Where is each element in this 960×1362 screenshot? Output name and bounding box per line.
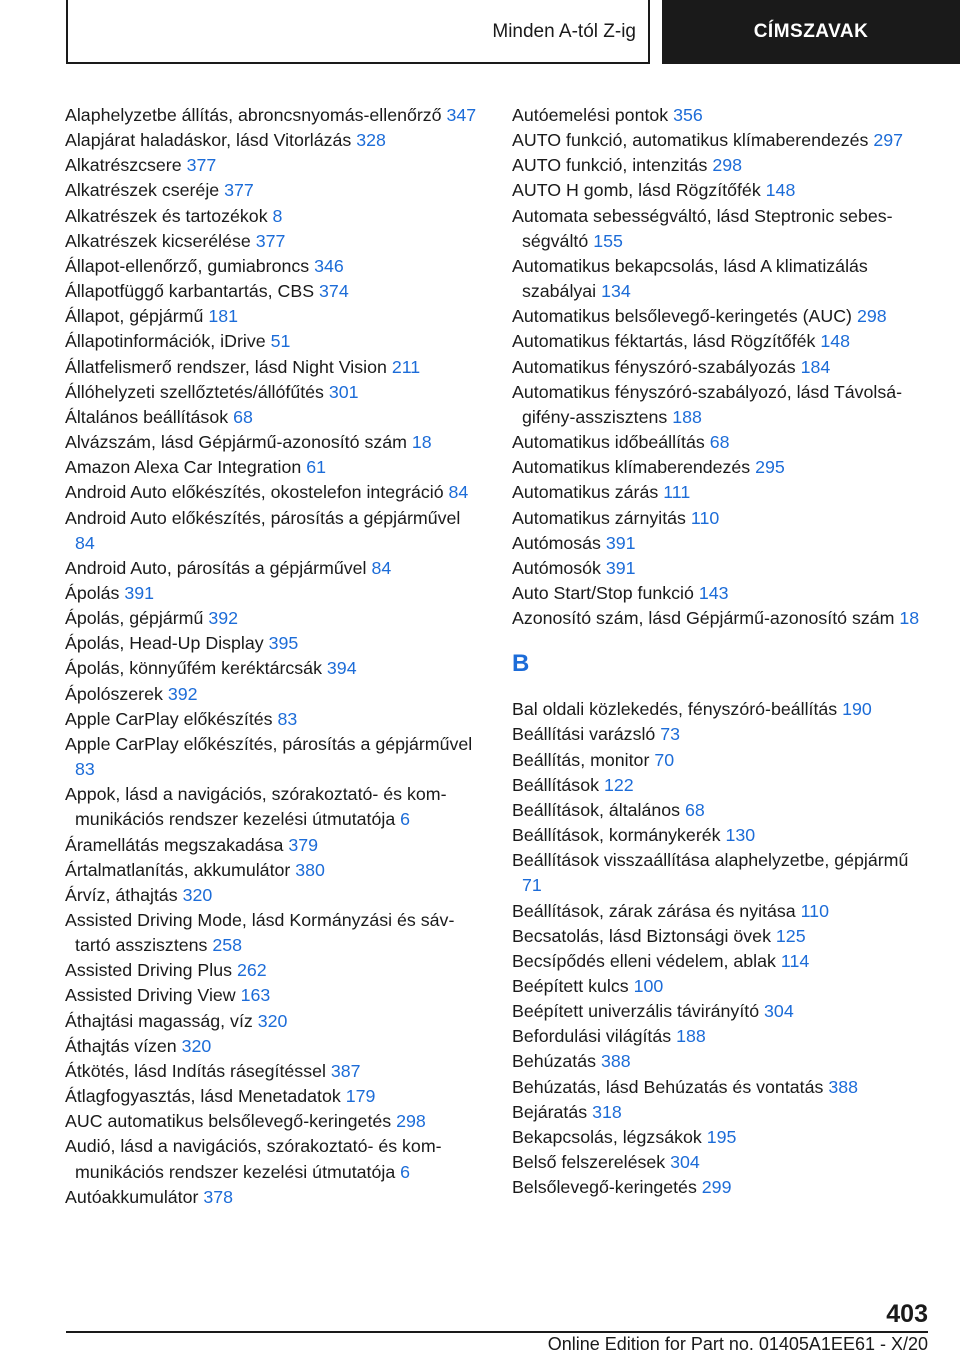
entry-term: Android Auto előkészítés, párosítás a gépjárművel: [65, 507, 461, 528]
index-entry: [65, 908, 479, 958]
index-entry: [65, 958, 479, 983]
index-entry: [65, 1134, 479, 1184]
entry-term: Állóhelyzeti szellőztetés/állófűtés: [65, 381, 324, 402]
index-entry: [65, 707, 479, 732]
entry-term: AUTO funkció, intenzitás: [512, 155, 708, 176]
page-reference-link[interactable]: 148: [765, 180, 796, 201]
index-entry: [65, 1034, 479, 1059]
entry-term: Automatikus bekapcsolás, lásd A klimatizálás szabályai: [512, 255, 868, 302]
entry-term: Belső felszerelések: [512, 1152, 666, 1173]
index-group-a: [512, 103, 932, 631]
index-entry: [65, 178, 479, 203]
entry-term: Assisted Driving Mode, lásd Kormányzási és sávtartó asszisztens: [65, 910, 455, 956]
index-entry: [65, 631, 479, 656]
entry-term: Android Auto, párosítás a gépjárművel: [65, 557, 367, 578]
page-reference-link[interactable]: 188: [672, 406, 702, 427]
page-reference-link[interactable]: 68: [685, 799, 705, 820]
page-reference-link[interactable]: 377: [255, 230, 286, 251]
entry-term: Becsatolás, lásd Biztonsági övek: [512, 925, 771, 946]
page-reference-link[interactable]: 297: [873, 130, 904, 151]
page-reference-link[interactable]: 84: [75, 532, 95, 553]
entry-term: Átlagfogyasztás, lásd Menetadatok: [65, 1086, 341, 1107]
index-entry: [512, 773, 932, 798]
index-entry: [512, 848, 932, 898]
page-reference-link[interactable]: 188: [676, 1026, 706, 1047]
index-entry: [65, 656, 479, 681]
index-entry: [512, 480, 932, 505]
index-entry: [65, 380, 479, 405]
entry-term: Auto Start/Stop funkció: [512, 582, 694, 603]
entry-term: Ápolás, gépjármű: [65, 608, 204, 629]
index-entry: [512, 1150, 932, 1175]
page-reference-link[interactable]: 392: [167, 683, 198, 704]
index-entry: [512, 1075, 932, 1100]
index-entry: [512, 1049, 932, 1074]
entry-term: Alkatrészek kicserélése: [65, 230, 251, 251]
entry-term: Amazon Alexa Car Integration: [65, 457, 302, 478]
page-reference-link[interactable]: 61: [306, 457, 326, 478]
page-reference-link[interactable]: 181: [208, 306, 239, 327]
page-reference-link[interactable]: 388: [828, 1076, 858, 1097]
entry-term: Alkatrészek és tartozékok: [65, 205, 268, 226]
entry-term: Beépített kulcs: [512, 976, 629, 996]
index-entry: [512, 128, 932, 153]
entry-term: Autóemelési pontok: [512, 105, 669, 125]
entry-term: Beépített univerzális távirányító: [512, 1001, 760, 1022]
index-entry: [65, 405, 479, 430]
entry-term: Beállítási varázsló: [512, 724, 656, 745]
entry-term: Audió, lásd a navigációs, szórakoztató- és kommunikációs rendszer kezelési útmutatója: [65, 1136, 442, 1182]
entry-term: Autómosók: [512, 557, 601, 578]
index-entry: [65, 556, 479, 581]
tab-cimszavak[interactable]: CÍMSZAVAK: [662, 0, 960, 64]
entry-term: Automata sebességváltó, lásd Steptronic sebességváltó: [512, 205, 893, 251]
index-entry: [512, 823, 932, 848]
page-reference-link[interactable]: 380: [295, 859, 325, 880]
page-reference-link[interactable]: 83: [277, 708, 298, 729]
page-number: 403: [886, 1300, 928, 1328]
index-entry: [512, 697, 932, 722]
index-entry: [65, 1059, 479, 1084]
page-reference-link[interactable]: 130: [725, 825, 756, 846]
page-reference-link[interactable]: 68: [709, 432, 730, 453]
page-reference-link[interactable]: 392: [208, 608, 239, 629]
page-reference-link[interactable]: 298: [712, 155, 742, 176]
index-entry: [512, 949, 932, 974]
entry-term: Automatikus fényszóró-szabályozó, lásd Távolságifény-asszisztens: [512, 381, 903, 427]
entry-term: Automatikus fényszóró-szabályozás: [512, 356, 796, 377]
index-entry: [512, 581, 932, 606]
index-entry: [512, 1125, 932, 1150]
index-entry: [65, 833, 479, 858]
page-reference-link[interactable]: 387: [330, 1060, 361, 1081]
entry-term: AUTO funkció, automatikus klímaberendezés: [512, 130, 869, 151]
entry-term: Azonosító szám, lásd Gépjármű-azonosító szám: [512, 608, 895, 629]
index-entry: [512, 999, 932, 1024]
index-entry: [65, 355, 479, 380]
page-reference-link[interactable]: 356: [673, 105, 703, 125]
page-reference-link[interactable]: 395: [268, 633, 299, 654]
index-entry: [512, 556, 932, 581]
index-entry: [512, 103, 932, 128]
page-reference-link[interactable]: 262: [236, 960, 267, 981]
index-entry: [65, 455, 479, 480]
page-reference-link[interactable]: 110: [690, 507, 720, 528]
index-entry: [65, 782, 479, 832]
page-reference-link[interactable]: 71: [522, 875, 542, 896]
entry-term: AUTO H gomb, lásd Rögzítőfék: [512, 180, 761, 201]
index-entry: [65, 204, 479, 229]
index-entry: [65, 128, 479, 153]
page-reference-link[interactable]: 388: [600, 1051, 631, 1072]
page-reference-link[interactable]: 258: [212, 935, 243, 956]
index-entry: [512, 748, 932, 773]
page-reference-link[interactable]: 143: [698, 582, 729, 603]
index-entry: [65, 279, 479, 304]
page-reference-link[interactable]: 295: [755, 457, 785, 478]
section-letter: B: [512, 650, 530, 678]
page-reference-link[interactable]: 6: [400, 1161, 411, 1182]
index-entry: [512, 380, 932, 430]
page-reference-link[interactable]: 179: [345, 1086, 376, 1107]
page-reference-link[interactable]: 304: [764, 1001, 794, 1022]
index-entry: [65, 229, 479, 254]
entry-term: Beállítások, általános: [512, 799, 681, 820]
page-reference-link[interactable]: 347: [446, 105, 477, 125]
page-reference-link[interactable]: 100: [633, 976, 664, 996]
entry-term: Automatikus zárás: [512, 482, 659, 503]
index-entry: [512, 1100, 932, 1125]
index-entry: [65, 480, 479, 505]
entry-term: Ápolás, Head-Up Display: [65, 633, 264, 654]
entry-term: Automatikus klímaberendezés: [512, 457, 751, 478]
entry-term: Beállítások: [512, 774, 599, 795]
page-reference-link[interactable]: 18: [899, 608, 920, 629]
entry-term: Állapotfüggő karbantartás, CBS: [65, 281, 315, 302]
entry-term: Ápolás, könnyűfém keréktárcsák: [65, 658, 322, 679]
page-reference-link[interactable]: 73: [660, 724, 681, 745]
entry-term: Automatikus zárnyitás: [512, 507, 686, 528]
page-reference-link[interactable]: 298: [856, 306, 887, 327]
page-reference-link[interactable]: 394: [326, 658, 357, 679]
index-entry: [65, 153, 479, 178]
page-reference-link[interactable]: 320: [182, 884, 213, 905]
index-entry: [512, 974, 932, 999]
entry-term: Becsípődés elleni védelem, ablak: [512, 950, 776, 971]
index-entry: [512, 722, 932, 747]
index-entry: [65, 506, 479, 556]
entry-term: Beállítás, monitor: [512, 749, 650, 770]
index-entry: [65, 103, 479, 128]
entry-term: Behúzatás: [512, 1051, 597, 1072]
index-entry: [65, 1109, 479, 1134]
page-reference-link[interactable]: 110: [800, 900, 829, 921]
entry-term: Áramellátás megszakadása: [65, 834, 284, 855]
index-entry: [512, 899, 932, 924]
entry-term: Alkatrészek cseréje: [65, 180, 220, 201]
page-reference-link[interactable]: 377: [224, 180, 254, 201]
page-reference-link[interactable]: 68: [233, 406, 253, 427]
entry-term: Alkatrészcsere: [65, 155, 182, 176]
index-entry: [512, 329, 932, 354]
entry-term: Automatikus féktartás, lásd Rögzítőfék: [512, 331, 816, 352]
page-reference-link[interactable]: 298: [396, 1111, 426, 1132]
index-entry: [512, 506, 932, 531]
entry-term: Bejáratás: [512, 1101, 588, 1122]
index-entry: [512, 304, 932, 329]
index-entry: [65, 682, 479, 707]
entry-term: Állapot-ellenőrző, gumiabroncs: [65, 255, 310, 276]
entry-term: Behúzatás, lásd Behúzatás és vontatás: [512, 1076, 824, 1097]
index-entry: [512, 254, 932, 304]
entry-term: Átkötés, lásd Indítás rásegítéssel: [65, 1060, 326, 1081]
entry-term: Autómosás: [512, 532, 601, 553]
entry-term: Általános beállítások: [65, 406, 229, 427]
page-reference-link[interactable]: 391: [605, 557, 636, 578]
page-reference-link[interactable]: 328: [356, 130, 386, 151]
index-entry: [65, 983, 479, 1008]
page-reference-link[interactable]: 111: [663, 482, 691, 503]
page-reference-link[interactable]: 8: [272, 205, 283, 226]
index-entry: [65, 304, 479, 329]
entry-term: Bal oldali közlekedés, fényszóró-beállítás: [512, 699, 838, 720]
entry-term: Beállítások, zárak zárása és nyitása: [512, 900, 796, 921]
page-reference-link[interactable]: 114: [780, 950, 810, 971]
entry-term: Befordulási világítás: [512, 1026, 672, 1047]
page-reference-link[interactable]: 346: [314, 255, 344, 276]
page-reference-link[interactable]: 184: [800, 356, 831, 377]
index-group-b: [512, 697, 932, 1200]
index-entry: [65, 732, 479, 782]
entry-term: Állapot, gépjármű: [65, 306, 204, 327]
page-reference-link[interactable]: 70: [654, 749, 675, 770]
entry-term: Bekapcsolás, légzsákok: [512, 1126, 702, 1147]
entry-term: Árvíz, áthajtás: [65, 884, 178, 905]
entry-term: Apple CarPlay előkészítés, párosítás a gépjárművel: [65, 733, 473, 754]
entry-term: Belsőlevegő-keringetés: [512, 1177, 697, 1198]
page-reference-link[interactable]: 379: [288, 834, 319, 855]
entry-term: AUC automatikus belsőlevegő-keringetés: [65, 1111, 392, 1132]
page-reference-link[interactable]: 18: [411, 432, 432, 453]
index-entry: [512, 798, 932, 823]
page-reference-link[interactable]: 83: [75, 759, 95, 780]
footer-rule: [66, 1331, 928, 1333]
page-reference-link[interactable]: 190: [842, 699, 872, 720]
entry-term: Assisted Driving View: [65, 985, 236, 1006]
index-entry: [65, 1084, 479, 1109]
index-entry: [512, 153, 932, 178]
entry-term: Alvázszám, lásd Gépjármű-azonosító szám: [65, 432, 407, 453]
page-reference-link[interactable]: 374: [319, 281, 349, 302]
entry-term: Ápolószerek: [65, 683, 163, 704]
index-entry: [512, 204, 932, 254]
page-reference-link[interactable]: 377: [186, 155, 217, 176]
page-reference-link[interactable]: 195: [706, 1126, 737, 1147]
index-entry: [65, 883, 479, 908]
index-entry: [512, 606, 932, 631]
index-column-left: [65, 103, 479, 1210]
index-entry: [65, 858, 479, 883]
index-entry: [512, 924, 932, 949]
index-entry: [512, 455, 932, 480]
page-reference-link[interactable]: 122: [603, 774, 634, 795]
entry-term: Ápolás: [65, 582, 120, 603]
index-entry: [512, 1175, 932, 1200]
index-entry: [65, 254, 479, 279]
entry-term: Ártalmatlanítás, akkumulátor: [65, 859, 291, 880]
page-reference-link[interactable]: 304: [670, 1152, 700, 1173]
index-column-right: [512, 103, 932, 1200]
page-reference-link[interactable]: 134: [601, 281, 631, 302]
index-entry: [65, 606, 479, 631]
index-entry: [65, 430, 479, 455]
index-entry: [65, 329, 479, 354]
entry-term: Autóakkumulátor: [65, 1186, 199, 1207]
page-reference-link[interactable]: 320: [181, 1035, 212, 1056]
page-reference-link[interactable]: 320: [257, 1010, 288, 1031]
footer-text: Online Edition for Part no. 01405A1EE61 - X/20: [547, 1334, 928, 1354]
page-reference-link[interactable]: 318: [592, 1101, 622, 1122]
entry-term: Alaphelyzetbe állítás, abroncsnyomás-ellenőrző: [65, 105, 442, 125]
index-entry: [512, 531, 932, 556]
index-entry: [65, 1009, 479, 1034]
index-entry: [512, 355, 932, 380]
entry-term: Appok, lásd a navigációs, szórakoztató- és kommunikációs rendszer kezelési útmutatója: [65, 784, 447, 830]
entry-term: Assisted Driving Plus: [65, 960, 233, 981]
entry-term: Állatfelismerő rendszer, lásd Night Vision: [65, 356, 387, 377]
entry-term: Beállítások visszaállítása alaphelyzetbe, gépjármű: [512, 850, 909, 871]
page-reference-link[interactable]: 84: [371, 557, 392, 578]
entry-term: Állapotinformációk, iDrive: [65, 331, 266, 352]
page-reference-link[interactable]: 148: [820, 331, 851, 352]
page-reference-link[interactable]: 299: [701, 1177, 732, 1198]
entry-term: Android Auto előkészítés, okostelefon integráció: [65, 482, 444, 503]
page-reference-link[interactable]: 163: [240, 985, 271, 1006]
index-entry: [512, 178, 932, 203]
entry-term: Automatikus belsőlevegő-keringetés (AUC): [512, 306, 852, 327]
entry-term: Apple CarPlay előkészítés: [65, 708, 273, 729]
page-reference-link[interactable]: 378: [203, 1186, 234, 1207]
entry-term: Áthajtási magasság, víz: [65, 1010, 253, 1031]
page-reference-link[interactable]: 84: [448, 482, 469, 503]
page-reference-link[interactable]: 125: [775, 925, 806, 946]
page-reference-link[interactable]: 301: [328, 381, 359, 402]
page-reference-link[interactable]: 155: [593, 230, 623, 251]
page-reference-link[interactable]: 391: [124, 582, 154, 603]
section-label: Minden A-tól Z-ig: [492, 21, 636, 42]
index-entry: [65, 581, 479, 606]
index-entry: [512, 430, 932, 455]
index-entry: [512, 1024, 932, 1049]
page-reference-link[interactable]: 6: [400, 809, 411, 830]
entry-term: Alapjárat haladáskor, lásd Vitorlázás: [65, 130, 352, 151]
page-reference-link[interactable]: 51: [270, 331, 291, 352]
page-reference-link[interactable]: 391: [605, 532, 636, 553]
entry-term: Áthajtás vízen: [65, 1035, 177, 1056]
page-reference-link[interactable]: 211: [391, 356, 421, 377]
index-entry: [65, 1185, 479, 1210]
entry-term: Beállítások, kormánykerék: [512, 825, 721, 846]
entry-term: Automatikus időbeállítás: [512, 432, 705, 453]
